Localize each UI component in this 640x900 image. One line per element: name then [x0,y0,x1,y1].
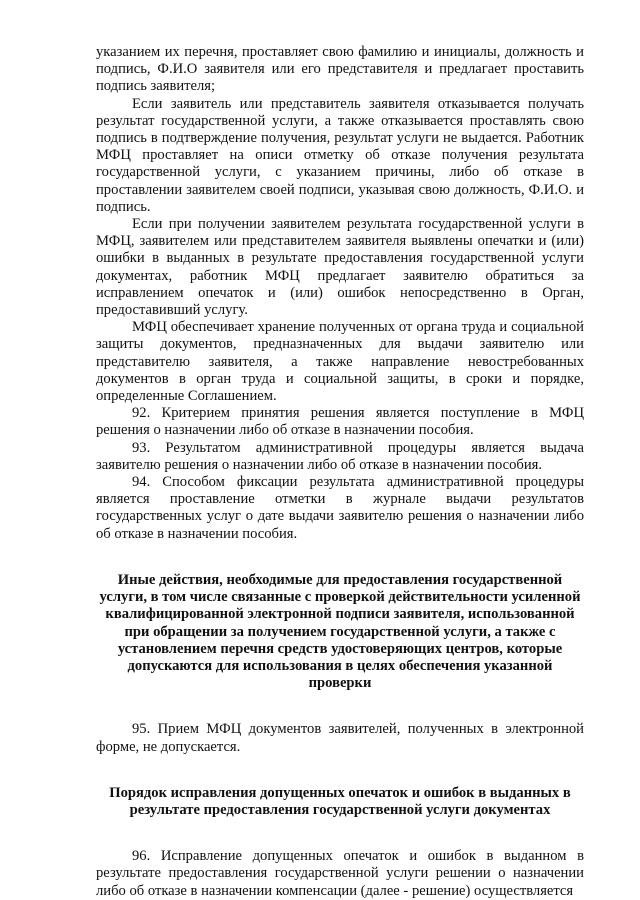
paragraph: Если при получении заявителем результата государственной услуги в МФЦ, заявителем или представителем заявителя выявлены опечатки и (или) ошибки в выданных в результате предоставления государственной услуги документах, работник МФЦ предлагает заявителю обратиться за исправлением опечаток и (или) ошибок непосредственно в Орган, предоставивший услугу. [96,216,584,319]
section-heading-other-actions: Иные действия, необходимые для предоставления государственной услуги, в том числе связанные с проверкой действительности усиленной квалифицированной электронной подписи заявителя, использованной при обращении за получением государственной услуги, а также с установлением перечня средств удостоверяющих центров, которые допускаются для использования в целях обеспечения указанной проверки [99,571,581,692]
document-page [96,44,584,900]
paragraph-96: 96. Исправление допущенных опечаток и ошибок в выданном в результате предоставления государственной услуги решении о назначении либо об отказе в назначении компенсации (далее - решение) осуществляется [96,848,584,899]
paragraph: Если заявитель или представитель заявителя отказывается получать результат государственной услуги, а также отказывается проставлять свою подпись в подтверждение получения, результат услуги не выдается. Работник МФЦ проставляет на описи отметку об отказе получения результата государственной услуги, с указанием причины, либо об отказе в проставлении заявителем своей подписи, указывая свою должность, Ф.И.О. и подпись. [96,95,584,215]
paragraph-92: 92. Критерием принятия решения является поступление в МФЦ решения о назначении либо об отказе в назначении пособия. [96,405,584,439]
paragraph-93: 93. Результатом административной процедуры является выдача заявителю решения о назначении либо об отказе в назначении пособия. [96,439,584,473]
paragraph-94: 94. Способом фиксации результата административной процедуры является проставление отметки в журнале выдачи результатов государственных услуг о дате выдачи заявителю решения о назначении либо об отказе в назначении пособия. [96,474,584,542]
paragraph: указанием их перечня, проставляет свою фамилию и инициалы, должность и подпись, Ф.И.О заявителя или его представителя и предлагает проставить подпись заявителя; [96,44,584,95]
paragraph: МФЦ обеспечивает хранение полученных от органа труда и социальной защиты документов, предназначенных для выдачи заявителю или представителю заявителя, а также направление невостребованных документов в орган труда и социальной защиты, в сроки и порядке, определенные Соглашением. [96,319,584,405]
section-heading-corrections: Порядок исправления допущенных опечаток и ошибок в выданных в результате предоставления государственной услуги документах [109,784,571,818]
paragraph-95: 95. Прием МФЦ документов заявителей, полученных в электронной форме, не допускается. [96,721,584,755]
